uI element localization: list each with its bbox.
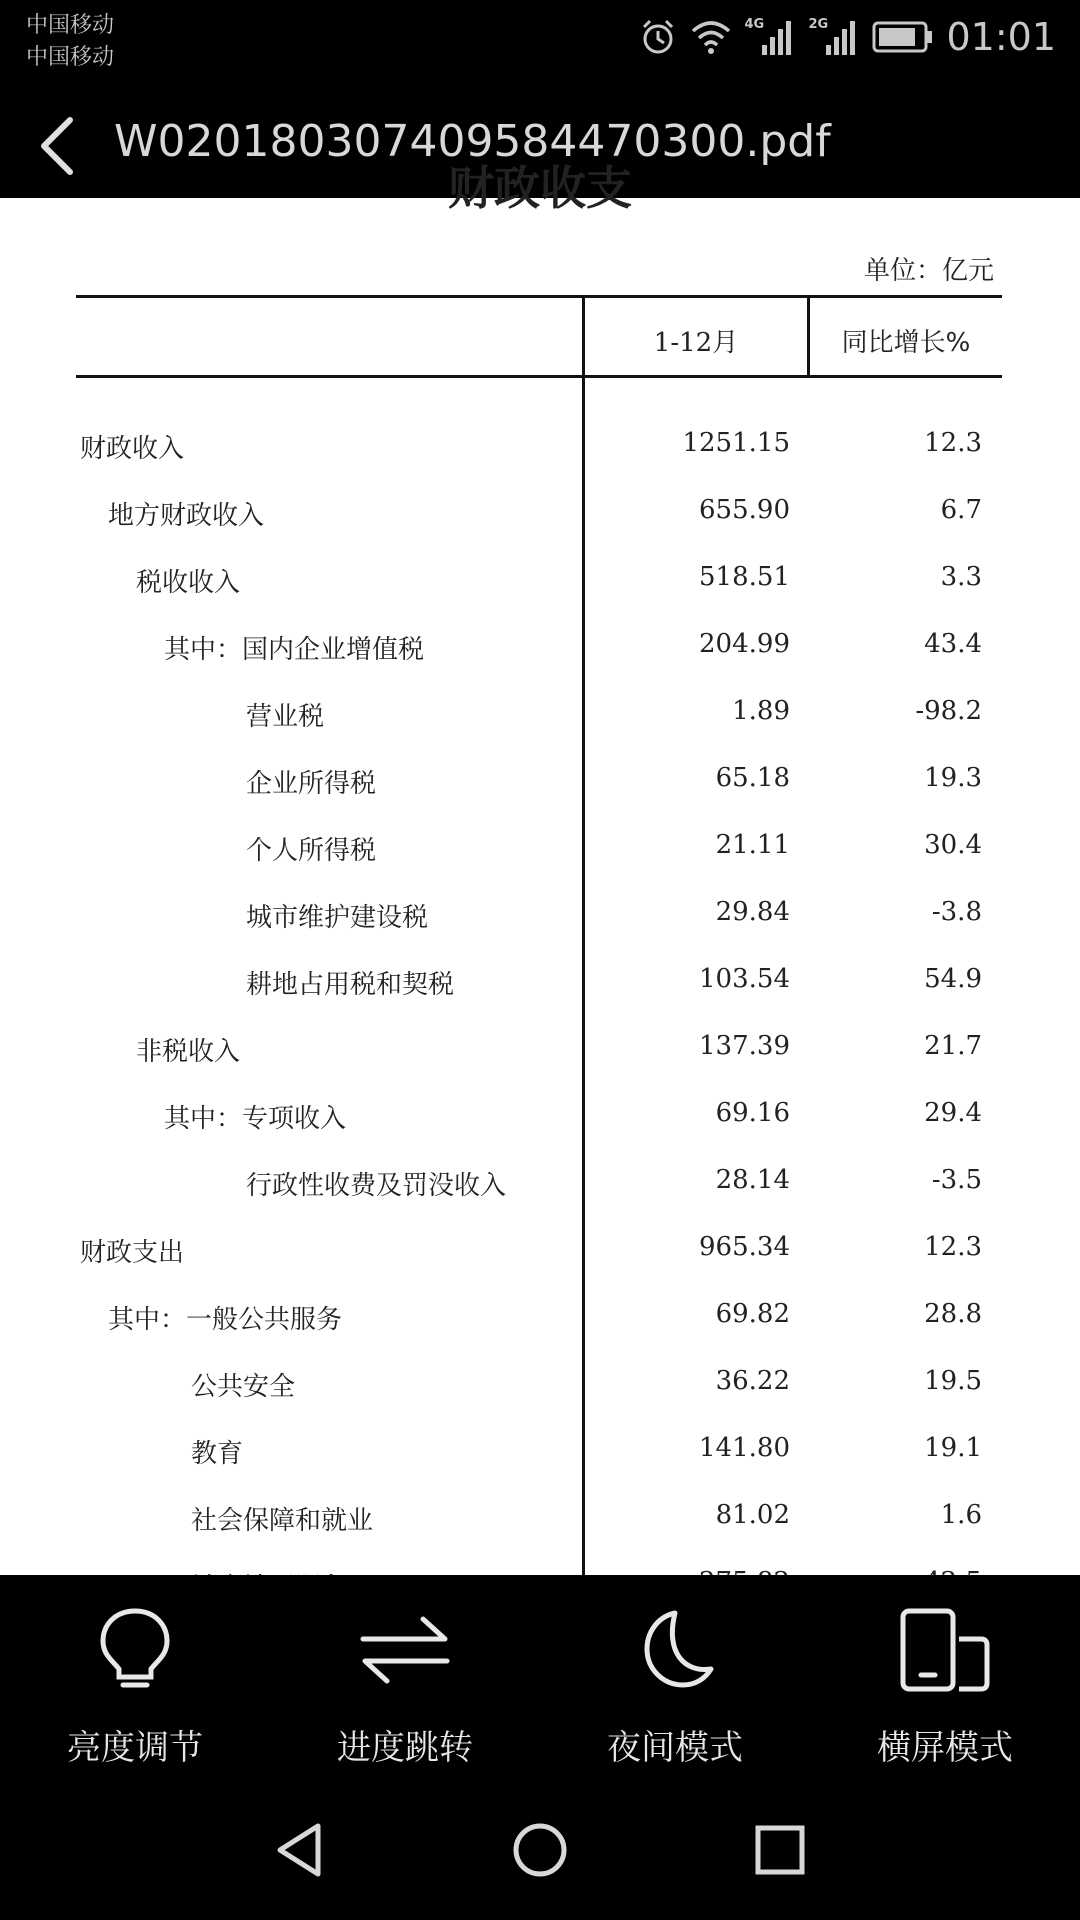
status-bar <box>0 0 1080 92</box>
table-row <box>0 680 1080 747</box>
row-label: 行政性收费及罚没收入 <box>246 1171 507 1201</box>
row-label: 其中：专项收入 <box>164 1104 347 1134</box>
row-value: 518.51 <box>699 562 790 592</box>
signal-icon-2 <box>808 17 860 57</box>
row-label: 营业税 <box>246 702 325 732</box>
landscape-mode-label: 横屏模式 <box>877 1728 1013 1768</box>
page-heading: 财政收支 <box>448 161 632 215</box>
lightbulb-icon <box>95 1605 175 1695</box>
row-label: 地方财政收入 <box>108 501 265 531</box>
row-value: 655.90 <box>699 495 790 525</box>
carrier-label-1: 中国移动 <box>26 13 115 38</box>
table-top-rule <box>76 295 1002 298</box>
table-row <box>0 747 1080 814</box>
table-row <box>0 546 1080 613</box>
night-mode-button[interactable] <box>540 1575 810 1780</box>
column-header-growth: 同比增长% <box>841 328 971 358</box>
row-value: 1251.15 <box>682 428 790 458</box>
table-row <box>0 479 1080 546</box>
row-label: 社会保障和就业 <box>191 1506 374 1536</box>
row-growth: 43.4 <box>924 629 982 659</box>
row-growth: 12.3 <box>924 1232 982 1262</box>
moon-icon <box>635 1605 715 1695</box>
row-growth: 19.5 <box>924 1366 982 1396</box>
unit-label: 单位：亿元 <box>863 256 994 286</box>
row-value: 65.18 <box>715 763 790 793</box>
alarm-icon <box>638 17 678 57</box>
row-growth: 21.7 <box>924 1031 982 1061</box>
row-growth: 54.9 <box>924 964 982 994</box>
nav-recents-icon <box>740 1810 820 1890</box>
row-growth: -3.5 <box>931 1165 982 1195</box>
column-header-period: 1-12月 <box>653 328 739 358</box>
row-label: 其中：国内企业增值税 <box>164 635 425 665</box>
row-value: 141.80 <box>699 1433 790 1463</box>
row-label: 财政收入 <box>80 434 185 464</box>
row-value: 81.02 <box>715 1500 790 1530</box>
network-type-2: 2G <box>808 17 829 32</box>
row-value: 204.99 <box>699 629 790 659</box>
table-row <box>0 881 1080 948</box>
row-label: 非税收入 <box>136 1037 241 1067</box>
progress-jump-button[interactable] <box>270 1575 540 1780</box>
row-value: 137.39 <box>699 1031 790 1061</box>
row-value: 29.84 <box>715 897 790 927</box>
progress-jump-label: 进度跳转 <box>337 1728 473 1768</box>
row-label: 耕地占用税和契税 <box>246 970 455 1000</box>
nav-back-icon <box>260 1810 340 1890</box>
swap-arrows-icon <box>357 1605 453 1695</box>
row-growth: 19.3 <box>924 763 982 793</box>
table-row <box>0 948 1080 1015</box>
table-row <box>0 1484 1080 1551</box>
system-nav-bar <box>0 1780 1080 1920</box>
row-label: 企业所得税 <box>246 769 377 799</box>
row-value: 21.11 <box>715 830 790 860</box>
row-label: 财政支出 <box>80 1238 185 1268</box>
reader-toolbar <box>0 1575 1080 1780</box>
row-label: 公共安全 <box>191 1372 296 1402</box>
row-growth: -3.8 <box>931 897 982 927</box>
row-growth: 3.3 <box>940 562 982 592</box>
table-row <box>0 412 1080 479</box>
nav-recents-button[interactable] <box>740 1810 820 1890</box>
carrier-label-2: 中国移动 <box>26 45 115 70</box>
row-label: 税收收入 <box>136 568 241 598</box>
table-row <box>0 1350 1080 1417</box>
status-icons <box>638 12 1056 62</box>
row-value: 69.16 <box>715 1098 790 1128</box>
row-growth: 30.4 <box>924 830 982 860</box>
row-value: 69.82 <box>715 1299 790 1329</box>
row-growth: 28.8 <box>924 1299 982 1329</box>
table-row <box>0 1149 1080 1216</box>
row-growth: -98.2 <box>915 696 982 726</box>
row-growth: 6.7 <box>940 495 982 525</box>
signal-icon-1 <box>744 17 796 57</box>
wifi-icon <box>690 17 732 57</box>
table-row <box>0 1417 1080 1484</box>
night-mode-label: 夜间模式 <box>607 1728 743 1768</box>
row-growth: 29.4 <box>924 1098 982 1128</box>
nav-home-button[interactable] <box>500 1810 580 1890</box>
row-value: 36.22 <box>715 1366 790 1396</box>
table-header-rule <box>76 375 1002 378</box>
landscape-mode-button[interactable] <box>810 1575 1080 1780</box>
pdf-page[interactable] <box>0 161 1080 1575</box>
nav-home-icon <box>500 1810 580 1890</box>
row-label: 个人所得税 <box>246 836 377 866</box>
brightness-label: 亮度调节 <box>67 1728 203 1768</box>
battery-icon <box>872 21 934 53</box>
signal-bars-icon <box>744 17 796 57</box>
clock: 01:01 <box>946 15 1056 59</box>
table-row <box>0 1015 1080 1082</box>
row-value: 1.89 <box>732 696 790 726</box>
row-value: 28.14 <box>715 1165 790 1195</box>
table-row <box>0 613 1080 680</box>
row-label: 其中：一般公共服务 <box>108 1305 343 1335</box>
brightness-button[interactable] <box>0 1575 270 1780</box>
table-row <box>0 814 1080 881</box>
row-label: 城市维护建设税 <box>246 903 429 933</box>
table-row <box>0 1082 1080 1149</box>
network-type-1: 4G <box>744 17 765 32</box>
row-label: 教育 <box>191 1439 244 1469</box>
rotate-screen-icon <box>897 1605 993 1695</box>
row-growth: 12.3 <box>924 428 982 458</box>
nav-back-button[interactable] <box>260 1810 340 1890</box>
table-row <box>0 1283 1080 1350</box>
signal-bars-icon <box>808 17 860 57</box>
row-value: 965.34 <box>699 1232 790 1262</box>
row-growth: 1.6 <box>940 1500 982 1530</box>
row-growth: 19.1 <box>924 1433 982 1463</box>
row-value: 103.54 <box>699 964 790 994</box>
document-title: W020180307409584470300.pdf <box>114 116 831 167</box>
table-row <box>0 1216 1080 1283</box>
